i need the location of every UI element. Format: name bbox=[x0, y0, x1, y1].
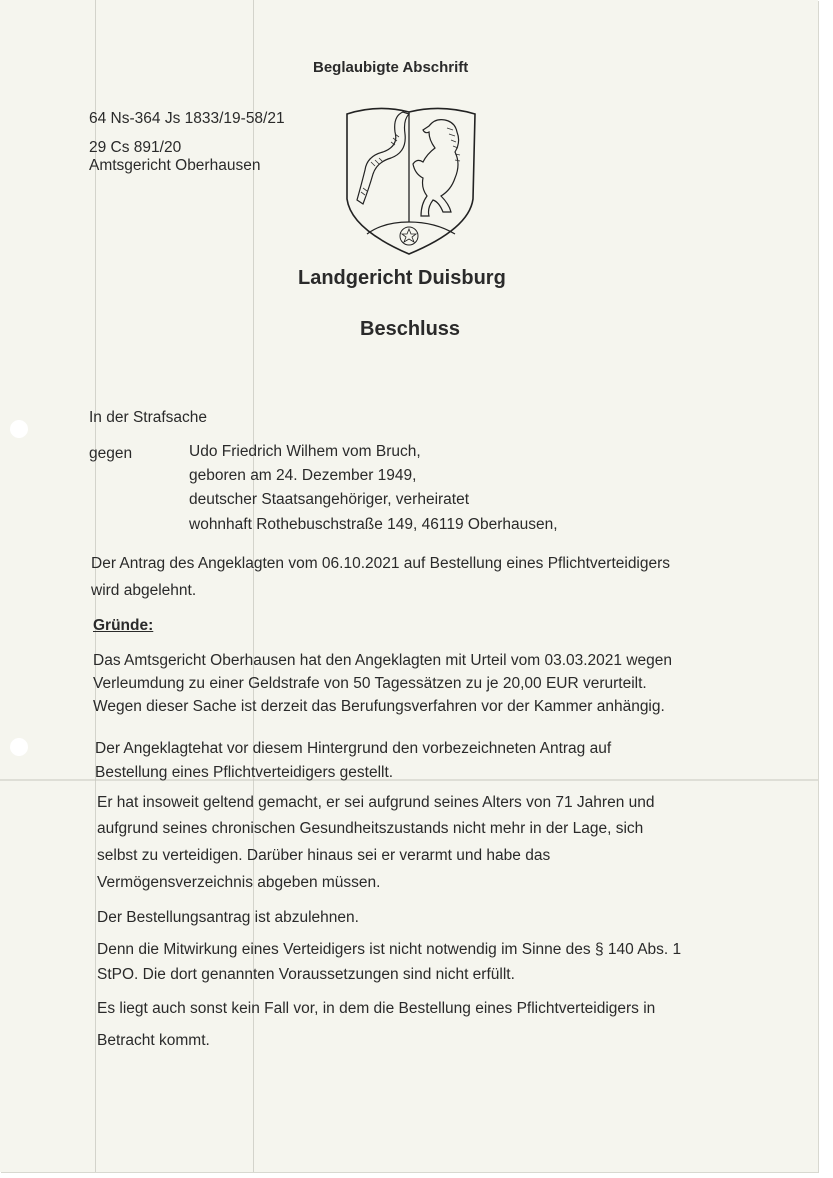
court-name: Landgericht Duisburg bbox=[298, 267, 506, 289]
paragraph-line: aufgrund seines chronischen Gesundheitszustands nicht mehr in der Lage, sich bbox=[97, 820, 644, 837]
punch-hole bbox=[10, 420, 28, 438]
paragraph-line: Es liegt auch sonst kein Fall vor, in dem die Bestellung eines Pflichtverteidigers in bbox=[97, 1000, 656, 1017]
lower-court: Amtsgericht Oberhausen bbox=[89, 157, 261, 174]
punch-hole bbox=[10, 738, 28, 756]
ruling-text: Der Antrag des Angeklagten vom 06.10.2021 auf Bestellung eines Pflichtverteidigers bbox=[91, 555, 671, 572]
ruling-text: wird abgelehnt. bbox=[91, 582, 197, 599]
certification-heading: Beglaubigte Abschrift bbox=[313, 59, 469, 76]
against-label: gegen bbox=[89, 445, 133, 462]
defendant-address: wohnhaft Rothebuschstraße 149, 46119 Oberhausen, bbox=[189, 516, 558, 533]
paragraph-line: Das Amtsgericht Oberhausen hat den Angeklagten mit Urteil vom 03.03.2021 wegen bbox=[93, 652, 673, 669]
case-intro: In der Strafsache bbox=[89, 409, 208, 426]
paragraph-line: Der Bestellungsantrag ist abzulehnen. bbox=[97, 909, 359, 926]
fold-line bbox=[253, 0, 254, 1172]
file-number: 29 Cs 891/20 bbox=[89, 139, 182, 156]
paragraph-line: Betracht kommt. bbox=[97, 1032, 210, 1049]
coat-of-arms-icon bbox=[343, 104, 479, 256]
defendant-name: Udo Friedrich Wilhem vom Bruch, bbox=[189, 443, 421, 460]
paragraph-line: Der Angeklagtehat vor diesem Hintergrund den vorbezeichneten Antrag auf bbox=[95, 740, 612, 757]
decision-title: Beschluss bbox=[360, 318, 461, 340]
defendant-birth: geboren am 24. Dezember 1949, bbox=[189, 467, 417, 484]
paragraph-line: StPO. Die dort genannten Voraussetzungen sind nicht erfüllt. bbox=[97, 966, 515, 983]
paragraph-line: Er hat insoweit geltend gemacht, er sei aufgrund seines Alters von 71 Jahren und bbox=[97, 794, 655, 811]
reasons-heading: Gründe: bbox=[93, 617, 154, 634]
paragraph-line: Verleumdung zu einer Geldstrafe von 50 Tagessätzen zu je 20,00 EUR verurteilt. bbox=[93, 675, 647, 692]
defendant-status: deutscher Staatsangehöriger, verheiratet bbox=[189, 491, 470, 508]
paragraph-line: Vermögensverzeichnis abgeben müssen. bbox=[97, 874, 381, 891]
paragraph-line: Denn die Mitwirkung eines Verteidigers ist nicht notwendig im Sinne des § 140 Abs. 1 bbox=[97, 941, 682, 958]
paragraph-line: Bestellung eines Pflichtverteidigers gestellt. bbox=[95, 764, 394, 781]
file-number: 64 Ns-364 Js 1833/19-58/21 bbox=[89, 110, 285, 127]
paragraph-line: Wegen dieser Sache ist derzeit das Berufungsverfahren vor der Kammer anhängig. bbox=[93, 698, 665, 715]
paragraph-line: selbst zu verteidigen. Darüber hinaus sei er verarmt und habe das bbox=[97, 847, 551, 864]
